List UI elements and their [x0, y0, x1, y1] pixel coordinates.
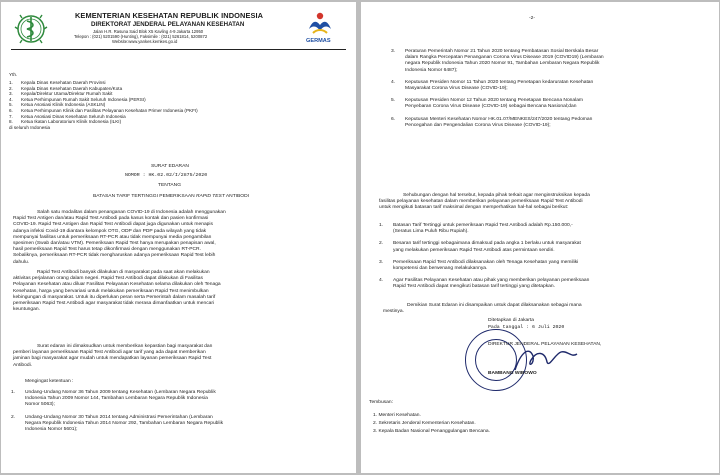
item-line: Undang-Undang Nomor 36 Tahun 2009 tentang Kesehatan (Lembaran Negara Republik — [25, 390, 216, 395]
cc-label: Tembusan: — [369, 400, 393, 405]
item-line: (Seratus Lima Puluh Ribu Rupiah). — [393, 229, 469, 235]
text-line: keuntungan. — [13, 307, 40, 313]
numbered-item — [391, 117, 604, 129]
numbered-item — [11, 415, 223, 434]
recipient-number: 2. — [9, 85, 13, 91]
item-line: Peraturan Pemerintah Nomor 21 Tahun 2020 tentang Pembatasan Sosial Berskala Besar — [405, 49, 599, 54]
text-line: untuk mengikuti batasan tarif maksimal dengan memperhatikan hal-hal sebagai berikut: — [379, 205, 569, 211]
text-line: mestinya. — [383, 309, 404, 315]
item-line: Keputusan Presiden Nomor 12 Tahun 2020 tentang Penetapan Bencana Nonalam — [405, 98, 584, 104]
recipient-number: 7. — [9, 113, 13, 119]
recipient-text: Kepala Dinas Kesehatan Daerah Kabupaten/Kota — [21, 85, 123, 91]
text-line: Antibodi. — [13, 362, 33, 368]
ministry-logo-icon — [13, 12, 49, 46]
numbered-item — [379, 260, 589, 272]
cc-item: 3. Kepala Badan Nasional Penanggulangan Bencana. — [373, 429, 490, 434]
considering-label: Mengingat ketentuan : — [25, 379, 74, 384]
item-number: 4. — [379, 278, 384, 284]
closing-paragraph — [383, 303, 582, 315]
numbered-item — [391, 49, 604, 74]
recipient-text: Ketua Ikatan Laboratorium Klinik Indonesia (ILKI) — [21, 119, 122, 125]
item-line: dalam Rangka Percepatan Penanganan Corona Virus Disease 2019 (COVID19) (Lembaran — [405, 55, 604, 61]
numbered-item — [391, 80, 604, 92]
letter-page-1 — [1, 2, 356, 473]
cc-item: 1. Menteri Kesehatan. — [373, 413, 421, 418]
text-line: COVID-19. Rapid Test Antigen dan Rapid Test Antibodi dapat juga digunakan untuk menapis — [13, 222, 213, 228]
instruction-list — [379, 223, 589, 297]
item-line: Keputusan Menteri Kesehatan Nomor HK.01.07/MENKES/247/2020 tentang Pedoman — [405, 116, 593, 122]
item-number: 2. — [379, 241, 384, 247]
letter-page-2 — [361, 2, 719, 473]
paragraph-3 — [13, 344, 212, 369]
item-line: Nomor 5063); — [25, 402, 55, 408]
recipient-number: 8. — [9, 119, 13, 125]
address-line-3: Website:www.yankes.kemkes.go.id — [112, 39, 178, 44]
law-list-continued — [391, 49, 604, 135]
text-line: mempunyai fasilitas untuk pemeriksaan RT-PCR atau tidak mempunyai media pengambilan — [13, 234, 212, 240]
item-line: Rapid Test Antibodi dapat mengikuti batasan tarif tertinggi yang ditetapkan. — [393, 284, 555, 290]
letter-subject: BATASAN TARIF TERTINGGI PEMERIKSAAN RAPID TEST ANTIBODI — [93, 194, 249, 199]
text-line: Kesehatan, harga yang bervariasi untuk melakukan pemeriksaan Rapid Test menimbulkan — [13, 288, 209, 294]
recipient-number: 6. — [9, 107, 13, 113]
law-list — [11, 390, 223, 439]
text-line: pemeriksaan Rapid Test Antibodi agar masyarakat tidak merasa dimanfaatkan untuk mencari — [13, 301, 215, 307]
item-line: Penyebaran Corona Virus Disease (COVID-19) sebagai Bencana Nasional;dan — [405, 104, 577, 110]
paragraph-2 — [13, 270, 221, 313]
about-label: TENTANG — [158, 183, 182, 188]
text-line: pemberi layanan pemeriksaan Rapid Test Antibodi agar tarif yang ada dapat memberikan — [13, 350, 206, 356]
recipient-text: Ketua Asosiasi Klinik Indonesia (ASKLIN) — [21, 102, 106, 108]
recipient-number: 3. — [9, 91, 13, 97]
place-label: Ditetapkan di Jakarta — [488, 318, 534, 323]
item-number: 6. — [391, 116, 396, 122]
item-line: Keputusan Presiden Nomor 11 Tahun 2020 tentang Penetapan kedaruratan Kesehatan — [405, 79, 594, 85]
letter-number: NOMOR : HK.02.02/I/2875/2020 — [125, 173, 208, 178]
paragraph-1 — [13, 210, 226, 266]
letter-title: SURAT EDARAN — [151, 164, 189, 169]
item-line: Batasan Tarif Tertinggi untuk pemeriksaan Rapid Test Antibodi adalah Rp.150.000,- — [393, 223, 573, 228]
address-line-2: Telepon : (021) 5201590 (Hunting), Faksimile : (021) 5261814, 5200872 — [74, 34, 208, 39]
recipient-item — [9, 119, 198, 125]
numbered-item — [391, 98, 604, 110]
text-line: adanya infeksi Covid-19 diantara kelompok OTG, ODP dan PDP pada wilayah yang tidak — [13, 228, 207, 234]
item-number: 5. — [391, 98, 396, 104]
cc-list — [373, 412, 490, 436]
intro-paragraph — [379, 193, 590, 212]
header-rule — [11, 49, 346, 50]
item-line: negara Republik Indonesia Tahun 2020 Nomor 91, Tambahan Lembaran Negara Republik — [405, 61, 600, 67]
item-line: Masyarakat Corona Virus Disease (COVID-19); — [405, 86, 508, 92]
text-line: Rapid Test Antibodi banyak dilakukan di masyarakat pada saat akan melakukan — [37, 270, 210, 275]
item-number: 1. — [379, 223, 384, 228]
text-line: hasil pemeriksaan Rapid Test harus tetap dikonfirmasi dengan menggunakan RT-PCR. — [13, 247, 201, 253]
recipient-text: Ketua Asosiasi Dinas Kesehatan Seluruh Indonesia — [21, 113, 126, 119]
item-line: Besaran tarif tertinggi sebagaimana dimaksud pada angka 1 berlaku untuk masyarakat — [393, 241, 581, 247]
date-label: Pada tanggal : 6 Juli 2020 — [488, 325, 565, 330]
text-line: fasilitas pelayanan kesehatan dalam memberikan pelayanan pemeriksaan Rapid Test Antibodi — [379, 199, 583, 205]
numbered-item — [379, 241, 589, 253]
item-line: yang melakukan pemeriksaan Rapid Test Antibodi atas permintaan sendiri. — [393, 247, 555, 253]
text-line: dahulu. — [13, 259, 30, 265]
recipient-text: Ketua Perhimpunan Rumah Sakit Seluruh Indonesia (PERSI) — [21, 96, 146, 102]
item-number: 3. — [391, 49, 396, 54]
item-line: Undang-Undang Nomor 30 Tahun 2014 tentang Administrasi Pemerintahan (Lembaran — [25, 414, 213, 420]
recipient-text: Ketua Perhimpunan Klinik dan Fasilitas Pelayanan Kesehatan Primer Indonesia (PKFI) — [21, 107, 198, 113]
text-line: Rapid Test Antigen dan/atau Rapid Test Antibodi pada kasus kontak dan pasien konfirmasi — [13, 216, 209, 222]
text-line: kebingungan di masyarakat. Untuk itu diperlukan peran serta Pemerintah dalam masalah tarif — [13, 294, 216, 300]
germas-logo-icon — [305, 11, 335, 37]
recipient-number: 4. — [9, 96, 13, 102]
recipient-list — [9, 80, 198, 130]
numbered-item — [379, 223, 589, 235]
text-line: Sehubungan dengan hal tersebut, kepada pihak terkait agar menginstruksikan kepada — [403, 193, 590, 198]
text-line: jaminan bagi masyarakat agar mudah untuk mendapatkan layanan pemeriksaan Rapid Test — [13, 356, 212, 362]
text-line: Pelayanan Kesehatan atau diluar Fasilitas Pelayanan Kesehatan selama dilakukan oleh Tenaga — [13, 282, 221, 288]
text-line: spesimen (Swab dan/atau VTM). Pemeriksaan Rapid Test hanya merupakan penapisan awal, — [13, 241, 216, 247]
recipients-footer: di seluruh Indonesia — [9, 124, 51, 130]
numbered-item — [11, 390, 223, 409]
item-number: 1. — [11, 390, 16, 395]
ministry-name: KEMENTERIAN KESEHATAN REPUBLIK INDONESIA — [75, 11, 264, 20]
recipient-text: Kepala/Direktur Utama/Direktur Rumah Sakit — [21, 91, 113, 97]
item-line: Negara Republik Indonesia Tahun 2014 Nomor 292, Tambahan Lembaran Negara Republik — [25, 420, 224, 426]
recipients-intro: Yth. — [9, 72, 18, 77]
signer-name: BAMBANG WIBOWO — [488, 371, 537, 376]
text-line: Demikian Surat Edaran ini disampaikan untuk dapat dilaksanakan sebagai mana — [407, 303, 582, 308]
item-line: Pencegahan dan Pengendalian Corona Virus Disease (COVID-19); — [405, 122, 551, 128]
item-number: 3. — [379, 259, 384, 265]
address-line-1: Jalan H.R. Rasuna Said Blok X5 Kavling 4-9 Jakarta 12950 — [93, 29, 204, 34]
page-number: -2- — [529, 16, 535, 21]
recipient-text: Kepala Dinas Kesehatan Daerah Provinsi — [21, 80, 106, 85]
text-line: Sebaliknya, pemeriksaan RT-PCR tidak mengharuskan adanya pemeriksaan Rapid Test lebih — [13, 253, 216, 259]
germas-label: GERMAS — [306, 38, 331, 44]
signer-title: DIREKTUR JENDERAL PELAYANAN KESEHATAN, — [488, 342, 602, 347]
item-line: kompetensi dan berwenang melakukannya. — [393, 266, 488, 272]
item-line: Pemeriksaan Rapid Test Antibodi dilaksanakan oleh Tenaga Kesehatan yang memiliki — [393, 259, 579, 265]
directorate-name: DIREKTORAT JENDERAL PELAYANAN KESEHATAN — [91, 21, 245, 28]
item-line: Agar Fasilitas Pelayanan Kesehatan atau pihak yang memberikan pelayanan pemeriksaan — [393, 278, 590, 284]
text-line: Salah satu modalitas dalam penanganan COVID-19 di Indonesia adalah menggunakan — [37, 210, 226, 215]
recipient-number: 5. — [9, 102, 13, 108]
text-line: Surat edaran ini dimaksudkan untuk memberikan kepastian bagi masyarakat dan — [37, 344, 213, 349]
cc-item: 2. Sekretaris Jenderal Kementerian Kesehatan. — [373, 421, 476, 426]
recipient-number: 1. — [9, 80, 13, 85]
item-line: Indonesia Nomor 5601); — [25, 427, 78, 433]
item-line: Indonesia Tahun 2009 Nomor 144, Tambahan Lembaran Negara Republik Indonesia — [25, 396, 208, 402]
numbered-item — [379, 278, 589, 290]
item-number: 2. — [11, 414, 16, 420]
text-line: aktivitas perjalanan orang dalam negeri. Rapid Test Antibodi dapat dilakukan di Fasilitas — [13, 276, 203, 282]
item-line: Indonesia Nomor 6487); — [405, 67, 458, 73]
item-number: 4. — [391, 79, 396, 85]
